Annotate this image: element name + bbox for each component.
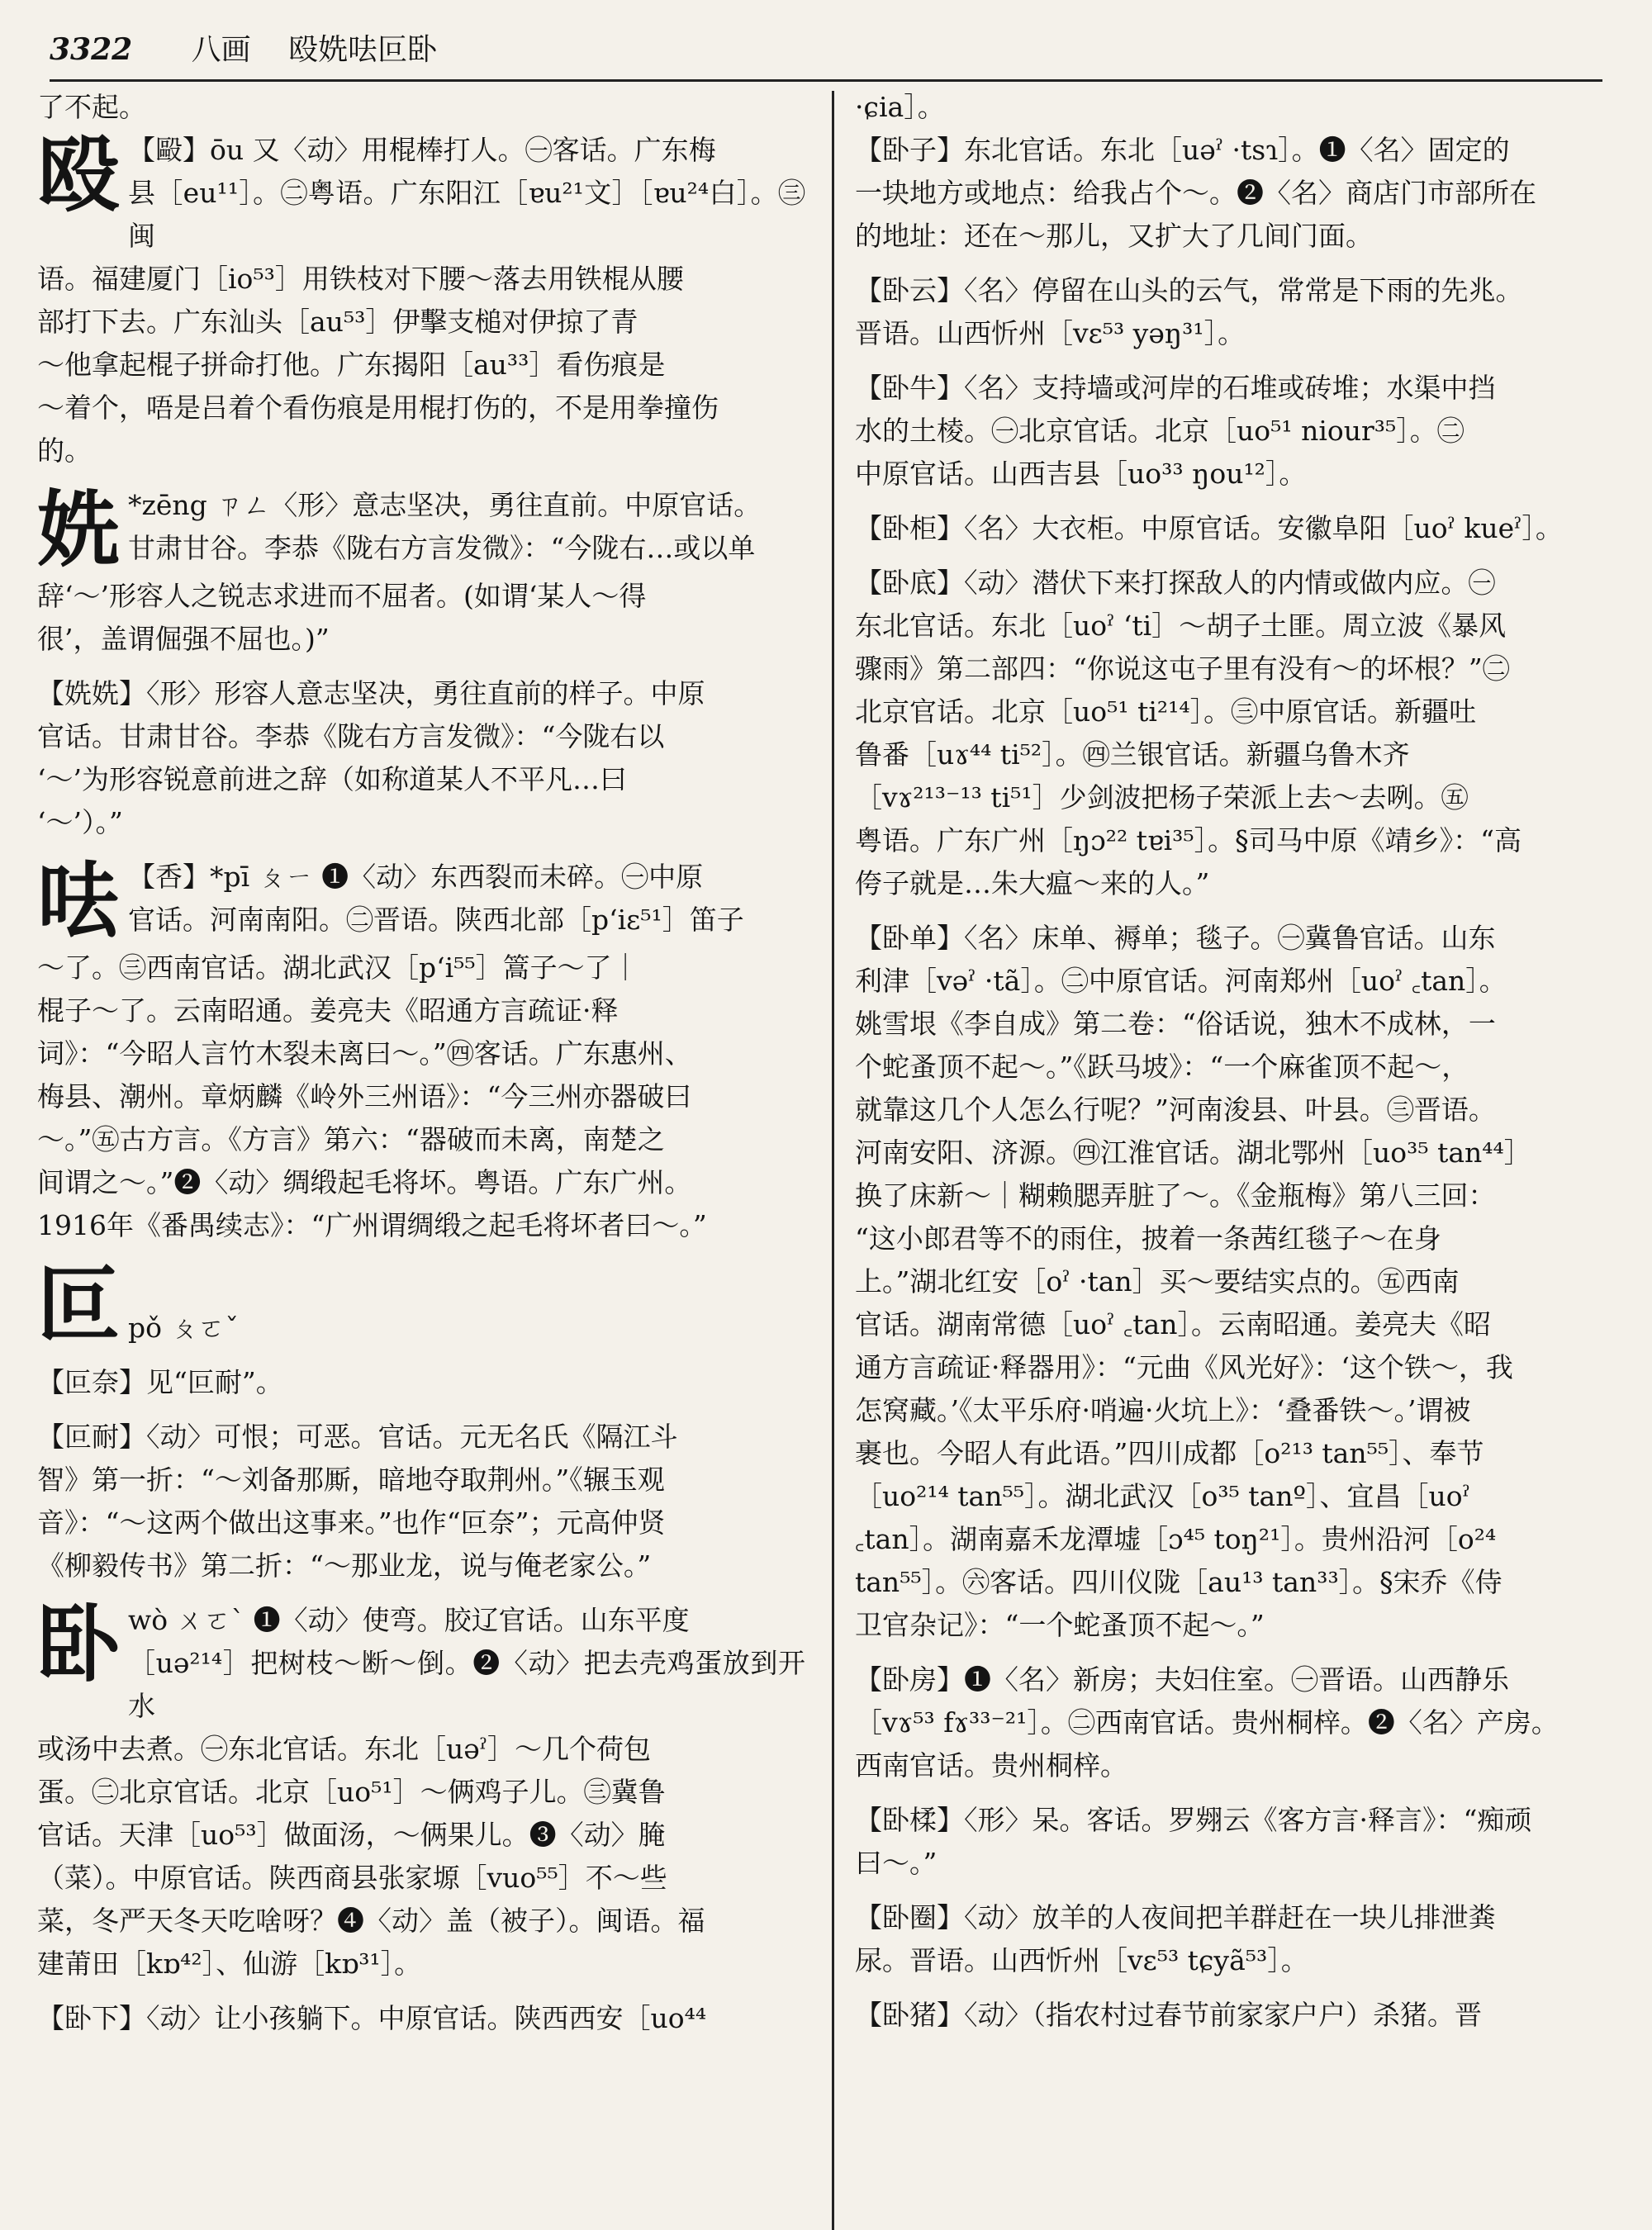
entry-line: 【卧猪】〈动〉（指农村过春节前家家户户）杀猪。晋 xyxy=(855,1999,1482,2031)
entry-line: 晋语。山西忻州［vɛ⁵³ yəŋ³¹］。 xyxy=(855,317,1246,349)
entry-worou xyxy=(855,1799,1627,1885)
entry-line: 通方言疏证·释器用》：“元曲《风光好》：‘这个铁～，我 xyxy=(855,1351,1513,1383)
entry-line: ‘～’）。” xyxy=(37,806,123,838)
entry-line: 尿。晋语。山西忻州［vɛ⁵³ tɕyã⁵³］。 xyxy=(855,1944,1308,1976)
entry-woniu xyxy=(855,367,1627,496)
entry-line: 菜，冬严天冬天吃啥呀？❹〈动〉盖（被子）。闽语。福 xyxy=(37,1905,705,1937)
entry-line: ［uə²¹⁴］把树枝～断～倒。❷〈动〉把去壳鸡蛋放到开水 xyxy=(128,1647,805,1722)
entry-line: 鲁番［uɤ⁴⁴ ti⁵²］。㊃兰银官话。新疆乌鲁木齐 xyxy=(855,738,1410,771)
entry-line: 【卧楺】〈形〉呆。客话。罗翙云《客方言·释言》：“痴顽 xyxy=(855,1804,1532,1836)
entry-line: 【叵耐】〈动〉可恨；可恶。官话。元无名氏《隔江斗 xyxy=(37,1421,678,1453)
entry-line: 水的土棱。㊀北京官话。北京［uo⁵¹ niour³⁵］。㊁ xyxy=(855,415,1464,447)
entry-line: 【卧单】〈名〉床单、褥单；毯子。㊀冀鲁官话。山东 xyxy=(855,922,1496,954)
entry-line: ［vɤ⁵³ fɤ³³⁻²¹］。㊁西南官话。贵州桐梓。❷〈名〉产房。 xyxy=(855,1706,1559,1739)
entry-line: ꜀tan］。湖南嘉禾龙潭墟［ɔ⁴⁵ toŋ²¹］。贵州沿河［o²⁴ xyxy=(855,1523,1497,1555)
entry-po xyxy=(37,1255,805,1353)
page-header xyxy=(50,25,1602,74)
entry-wozhu xyxy=(855,1994,1627,2037)
headword-char: 卧 xyxy=(37,1596,120,1693)
entry-line: 【㕿】*pī ㄆㄧ ❶〈动〉东西裂而未碎。㊀中原 xyxy=(128,861,704,893)
entry-line: ［uo²¹⁴ tan⁵⁵］。湖北武汉［o³⁵ tanº］、宜昌［uoˀ xyxy=(855,1480,1470,1512)
entry-zengzeng xyxy=(37,672,805,844)
headword-char: 姺 xyxy=(37,481,120,578)
entry-line: ～。”㊄古方言。《方言》第六：“器破而未离，南楚之 xyxy=(37,1123,665,1155)
entry-line: 的。 xyxy=(37,434,92,467)
entry-line: 部打下去。广东汕头［au⁵³］伊擊支槌对伊掠了青 xyxy=(37,306,638,338)
entry-line: 【卧圈】〈动〉放羊的人夜间把羊群赶在一块儿排泄粪 xyxy=(855,1901,1496,1933)
entry-line: 梅县、潮州。章炳麟《岭外三州语》：“今三州亦器破曰 xyxy=(37,1080,692,1113)
entry-line: 卫官杂记》：“一个蛇蚤顶不起～。” xyxy=(855,1609,1265,1641)
entry-line: wò ㄨㄛˋ ❶〈动〉使弯。胶辽官话。山东平度 xyxy=(128,1604,690,1636)
stroke-section: 八画 xyxy=(191,33,251,67)
entry-line: 智》第一折：“～刘备那厮，暗地夺取荆州。”《辗玉观 xyxy=(37,1464,665,1496)
entry-line: 【卧柜】〈名〉大衣柜。中原官话。安徽阜阳［uoˀ kueˀ］。 xyxy=(855,512,1563,544)
right-column xyxy=(855,86,1627,2230)
entry-line: 【毆】ōu 又〈动〉用棍棒打人。㊀客话。广东梅 xyxy=(128,134,716,166)
entry-line: 官话。河南南阳。㊁晋语。陕西北部［pʻiɛ⁵¹］笛子 xyxy=(128,904,744,936)
entry-pi xyxy=(37,852,805,1247)
left-column xyxy=(37,86,805,2230)
entry-line: 官话。湖南常德［uoˀ ꜀tan］。云南昭通。姜亮夫《昭 xyxy=(855,1308,1491,1340)
entry-line: 音》：“～这两个做出这事来。”也作“叵奈”；元高仲贤 xyxy=(37,1506,666,1539)
entry-line: 西南官话。贵州桐梓。 xyxy=(855,1749,1127,1782)
entry-line: ～着个，唔是吕着个看伤痕是用棍打伤的，不是用拳撞伤 xyxy=(37,391,719,424)
entry-line: ［vɤ²¹³⁻¹³ ti⁵¹］少剑波把杨子荣派上去～去咧。㊄ xyxy=(855,781,1469,814)
headword-char: 呿 xyxy=(37,852,120,950)
entry-line: 官话。天津［uo⁵³］做面汤，～俩果儿。❸〈动〉腌 xyxy=(37,1819,666,1851)
entry-wojuan xyxy=(855,1896,1627,1982)
entry-line: 《柳毅传书》第二折：“～那业龙，说与俺老家公。” xyxy=(37,1549,652,1582)
entry-line: 换了床新～｜糊赖腮弄脏了～。《金瓶梅》第八三回： xyxy=(855,1179,1496,1212)
entry-line: 中原官话。山西吉县［uo³³ ŋou¹²］。 xyxy=(855,458,1307,490)
entry-line: 官话。甘肃甘谷。李恭《陇右方言发微》：“今陇右以 xyxy=(37,720,665,752)
entry-line: 【姺姺】〈形〉形容人意志坚决，勇往直前的样子。中原 xyxy=(37,677,705,709)
entry-line: 【卧牛】〈名〉支持墙或河岸的石堆或砖堆；水渠中挡 xyxy=(855,372,1496,404)
entry-line: （菜）。中原官话。陕西商县张家塬［vuo⁵⁵］不～些 xyxy=(37,1862,667,1894)
entry-ou xyxy=(37,126,805,472)
entry-line: 骤雨》第二部四：“你说这屯子里有没有～的坏根？”㊁ xyxy=(855,652,1510,685)
entry-ponai xyxy=(37,1361,805,1404)
entry-zeng xyxy=(37,481,805,661)
entry-line: 棍子～了。云南昭通。姜亮夫《昭通方言疏证·释 xyxy=(37,994,619,1027)
continuation-text: 了不起。 xyxy=(37,91,146,123)
entry-line: *zēng ㄗㄥ〈形〉意志坚决，勇往直前。中原官话。 xyxy=(128,489,762,521)
entry-line: 蛋。㊁北京官话。北京［uo⁵¹］～俩鸡子儿。㊂冀鲁 xyxy=(37,1776,666,1808)
entry-ponai2 xyxy=(37,1416,805,1587)
entry-woxia xyxy=(37,1997,805,2040)
entry-wofang xyxy=(855,1658,1627,1787)
entry-line: tan⁵⁵］。㊅客话。四川仪陇［au¹³ tan³³］。§宋乔《侍 xyxy=(855,1566,1502,1598)
column-divider xyxy=(832,91,834,2230)
entry-line: 辞‘～’形容人之锐志求进而不屈者。(如谓‘某人～得 xyxy=(37,580,647,612)
entry-line: 就靠这几个人怎么行呢？”河南浚县、叶县。㊂晋语。 xyxy=(855,1094,1496,1126)
entry-line: 利津［vəˀ ·tã］。㊁中原官话。河南郑州［uoˀ ꜀tan］。 xyxy=(855,965,1507,997)
entry-line: “这小郎君等不的雨住，披着一条茜红毯子～在身 xyxy=(855,1222,1441,1255)
entry-line: 建莆田［kɒ⁴²］、仙游［kɒ³¹］。 xyxy=(37,1948,422,1980)
header-characters: 殴姺呿叵卧 xyxy=(288,33,438,67)
entry-line: 个蛇蚤顶不起～。”《跃马坡》：“一个麻雀顶不起～， xyxy=(855,1051,1469,1083)
entry-line: 河南安阳、济源。㊃江淮官话。湖北鄂州［uo³⁵ tan⁴⁴］ xyxy=(855,1136,1531,1169)
entry-line: 县［eu¹¹］。㊁粤语。广东阳江［ɐu²¹文］［ɐu²⁴白］。㊂闽 xyxy=(128,177,805,252)
entry-line: 姚雪垠《李自成》第二卷：“俗话说，独木不成林，一 xyxy=(855,1008,1496,1040)
entry-line: 【卧下】〈动〉让小孩躺下。中原官话。陕西西安［uo⁴⁴ xyxy=(37,2002,707,2034)
entry-line: 侉子就是…朱大瘟～来的人。” xyxy=(855,867,1210,899)
entry-line: 很’，盖谓倔强不屈也。)” xyxy=(37,623,330,655)
entry-wodi xyxy=(855,562,1627,905)
entry-line: 东北官话。东北［uoˀ ʻti］～胡子土匪。周立波《暴风 xyxy=(855,610,1507,642)
entry-wogui xyxy=(855,507,1627,550)
entry-line: 或汤中去煮。㊀东北官话。东北［uəˀ］～几个荷包 xyxy=(37,1733,652,1765)
entry-wo xyxy=(37,1596,805,1986)
entry-line: 【卧子】东北官话。东北［uəˀ ·tsɿ］。❶〈名〉固定的 xyxy=(855,134,1510,166)
entry-wodan xyxy=(855,917,1627,1647)
entry-line: 上。”湖北红安［oˀ ·tan］买～要结实点的。㊄西南 xyxy=(855,1265,1460,1298)
entry-line: 粤语。广东广州［ŋɔ²² tɐi³⁵］。§司马中原《靖乡》：“高 xyxy=(855,824,1522,856)
entry-line: ～他拿起棍子拼命打他。广东揭阳［au³³］看伤痕是 xyxy=(37,349,666,381)
headword-char: 叵 xyxy=(37,1255,120,1353)
entry-line: 曰～。” xyxy=(855,1847,938,1879)
entry-line: ‘～’为形容锐意前进之辞（如称道某人不平凡…曰 xyxy=(37,763,627,795)
entry-line: 一块地方或地点：给我占个～。❷〈名〉商店门市部所在 xyxy=(855,177,1536,209)
entry-line: 间谓之～。”❷〈动〉绸缎起毛将坏。粤语。广东广州。 xyxy=(37,1166,692,1198)
entry-line: 裹也。今昭人有此语。”四川成都［o²¹³ tan⁵⁵］、奉节 xyxy=(855,1437,1484,1469)
entry-line: 语。福建厦门［io⁵³］用铁枝对下腰～落去用铁棍从腰 xyxy=(37,263,684,295)
entry-line: ～了。㊂西南官话。湖北武汉［pʻi⁵⁵］篙子～了｜ xyxy=(37,951,639,984)
headword-char: 殴 xyxy=(37,126,120,223)
headword-pronunciation: pǒ ㄆㄛˇ xyxy=(128,1312,239,1344)
entry-woyun xyxy=(855,269,1627,355)
entry-line: 【叵奈】见“叵耐”。 xyxy=(37,1366,283,1398)
entry-line: 的地址：还在～那儿，又扩大了几间门面。 xyxy=(855,220,1373,252)
entry-line: 词》：“今昭人言竹木裂未离曰～。”㊃客话。广东惠州、 xyxy=(37,1037,692,1070)
entry-line: 【卧底】〈动〉潜伏下来打探敌人的内情或做内应。㊀ xyxy=(855,567,1496,599)
entry-line: 甘肃甘谷。李恭《陇右方言发微》：“今陇右…或以单 xyxy=(128,532,756,564)
continuation-text: ·ɕia］。 xyxy=(855,91,945,123)
header-rule xyxy=(50,79,1602,82)
entry-wozi xyxy=(855,129,1627,258)
entry-line: 北京官话。北京［uo⁵¹ ti²¹⁴］。㊂中原官话。新疆吐 xyxy=(855,695,1477,728)
entry-line: 1916年《番禺续志》：“广州谓绸缎之起毛将坏者曰～。” xyxy=(37,1209,707,1241)
page-number: 3322 xyxy=(50,32,133,67)
entry-line: 【卧房】❶〈名〉新房；夫妇住室。㊀晋语。山西静乐 xyxy=(855,1663,1509,1696)
entry-line: 【卧云】〈名〉停留在山头的云气，常常是下雨的先兆。 xyxy=(855,274,1523,306)
entry-line: 怎窝藏。’《太平乐府·哨遍·火坑上》：‘叠番铁～。’谓被 xyxy=(855,1394,1471,1426)
